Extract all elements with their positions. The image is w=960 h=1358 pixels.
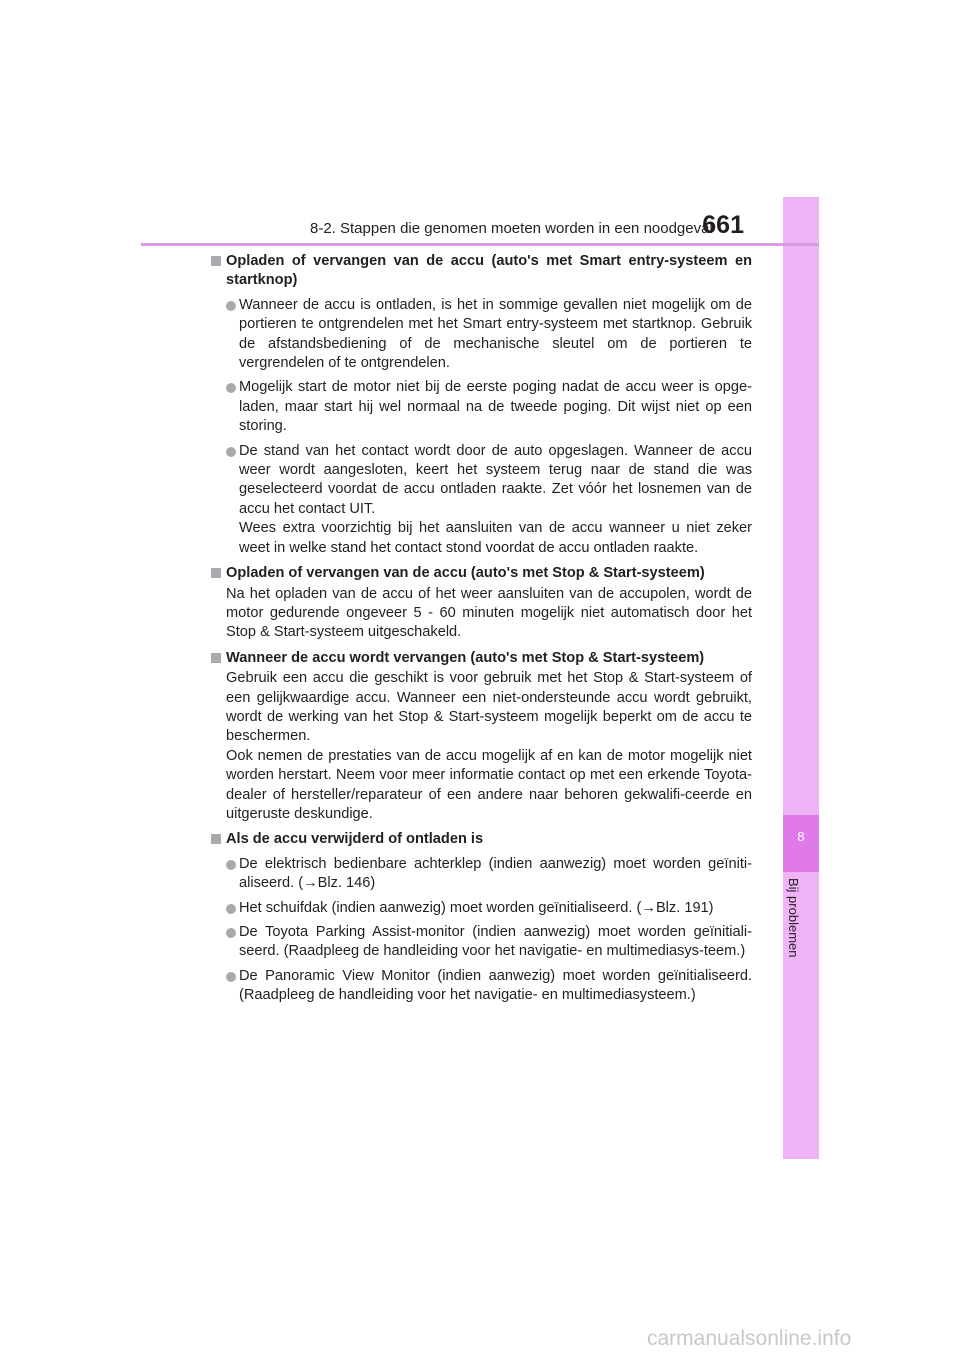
square-bullet-icon: [211, 568, 221, 578]
bullet-item: [226, 899, 752, 918]
circle-bullet-icon: [226, 972, 236, 982]
bullet-text: De Panoramic View Monitor (indien aanwezig) moet worden geïnitialiseerd. (Raadpleeg de handleiding voor het navigatie- en multimediasysteem.): [239, 967, 752, 1004]
square-bullet-icon: [211, 653, 221, 663]
circle-bullet-icon: [226, 383, 236, 393]
section-battery-replacement: [211, 649, 752, 825]
bullet-item: [226, 442, 752, 558]
section-paragraph: [226, 669, 752, 824]
header-rule: [141, 243, 819, 246]
page-content: [211, 252, 752, 1012]
section-heading-text: Opladen of vervangen van de accu (auto's met Stop & Start-systeem): [226, 565, 705, 582]
section-title: 8-2. Stappen die genomen moeten worden in een noodgeval: [310, 220, 713, 237]
section-paragraph: Na het opladen van de accu of het weer aansluiten van de accupolen, wordt de motor gedurende ongeveer 5 - 60 minuten mogelijk niet automatisch door het Stop & Start-systeem uitgeschakeld.: [226, 585, 752, 641]
circle-bullet-icon: [226, 860, 236, 870]
circle-bullet-icon: [226, 301, 236, 311]
bullet-text: Mogelijk start de motor niet bij de eerste poging nadat de accu weer is opge-laden, maar start hij wel normaal na de tweede poging. Dit wijst niet op een storing.: [239, 379, 752, 435]
section-heading: [211, 830, 752, 849]
square-bullet-icon: [211, 834, 221, 844]
bullet-item: [226, 855, 752, 894]
chapter-side-strip: [783, 197, 819, 1159]
paragraph-text: Gebruik een accu die geschikt is voor gebruik met het Stop & Start-systeem of een gelijkwaardige accu. Wanneer een niet-ondersteunde accu wordt gebruikt, wordt de werking van het Stop & Start-systeem mogelijk beperkt om de accu te beschermen.: [226, 670, 752, 745]
bullet-text: Wanneer de accu is ontladen, is het in sommige gevallen niet mogelijk om de portieren te ontgrendelen met het Smart entry-systeem met startknop. Gebruik de afstandsbediening of de mechanische sleutel om de portieren te vergrendelen of te ontgrendelen.: [239, 296, 752, 372]
section-smart-entry-battery: [211, 252, 752, 558]
bullet-item: [226, 296, 752, 374]
page-number: 661: [702, 211, 744, 239]
section-heading: [211, 252, 752, 291]
section-battery-removed: [211, 830, 752, 1005]
bullet-text: De Toyota Parking Assist-monitor (indien aanwezig) moet worden geïnitiali-seerd. (Raadpleeg de handleiding voor het navigatie- en multimediasys-teem.): [239, 924, 752, 960]
chapter-label: Bij problemen: [786, 878, 801, 958]
bullet-item: [226, 967, 752, 1006]
section-heading-text: Opladen of vervangen van de accu (auto's met Smart entry-systeem en startknop): [226, 253, 752, 289]
chapter-number: 8: [797, 829, 805, 844]
section-stop-start-charging: [211, 564, 752, 643]
circle-bullet-icon: [226, 447, 236, 457]
circle-bullet-icon: [226, 928, 236, 938]
watermark: carmanualsonline.info: [647, 1327, 852, 1350]
bullet-text: De stand van het contact wordt door de auto opgeslagen. Wanneer de accu weer wordt aangesloten, keert het systeem terug naar de stand die was geselecteerd voordat de accu ontladen raakte. Zet vóór het losnemen van de accu het contact UIT.: [239, 442, 752, 517]
section-heading-text: Wanneer de accu wordt vervangen (auto's met Stop & Start-systeem): [226, 649, 705, 666]
bullet-item: [226, 378, 752, 436]
section-heading: [211, 564, 752, 583]
bullet-text: De elektrisch bedienbare achterklep (indien aanwezig) moet worden geïniti-aliseerd. (→Blz. 146): [239, 855, 752, 892]
bullet-text: Het schuifdak (indien aanwezig) moet worden geïnitialiseerd. (→Blz. 191): [239, 899, 714, 916]
section-heading-text: Als de accu verwijderd of ontladen is: [226, 831, 484, 848]
bullet-item: [226, 923, 752, 962]
square-bullet-icon: [211, 256, 221, 266]
section-heading: [211, 649, 752, 668]
paragraph-text: Ook nemen de prestaties van de accu mogelijk af en kan de motor mogelijk niet worden herstart. Neem voor meer informatie contact op met een erkende Toyota-dealer of hersteller/reparateur of een andere naar behoren gekwalifi-ceerde en uitgeruste deskundige.: [226, 747, 752, 822]
circle-bullet-icon: [226, 904, 236, 914]
bullet-text-continued: Wees extra voorzichtig bij het aansluiten van de accu wanneer u niet zeker weet in welke stand het contact stond voordat de accu ontladen raakte.: [239, 520, 752, 556]
